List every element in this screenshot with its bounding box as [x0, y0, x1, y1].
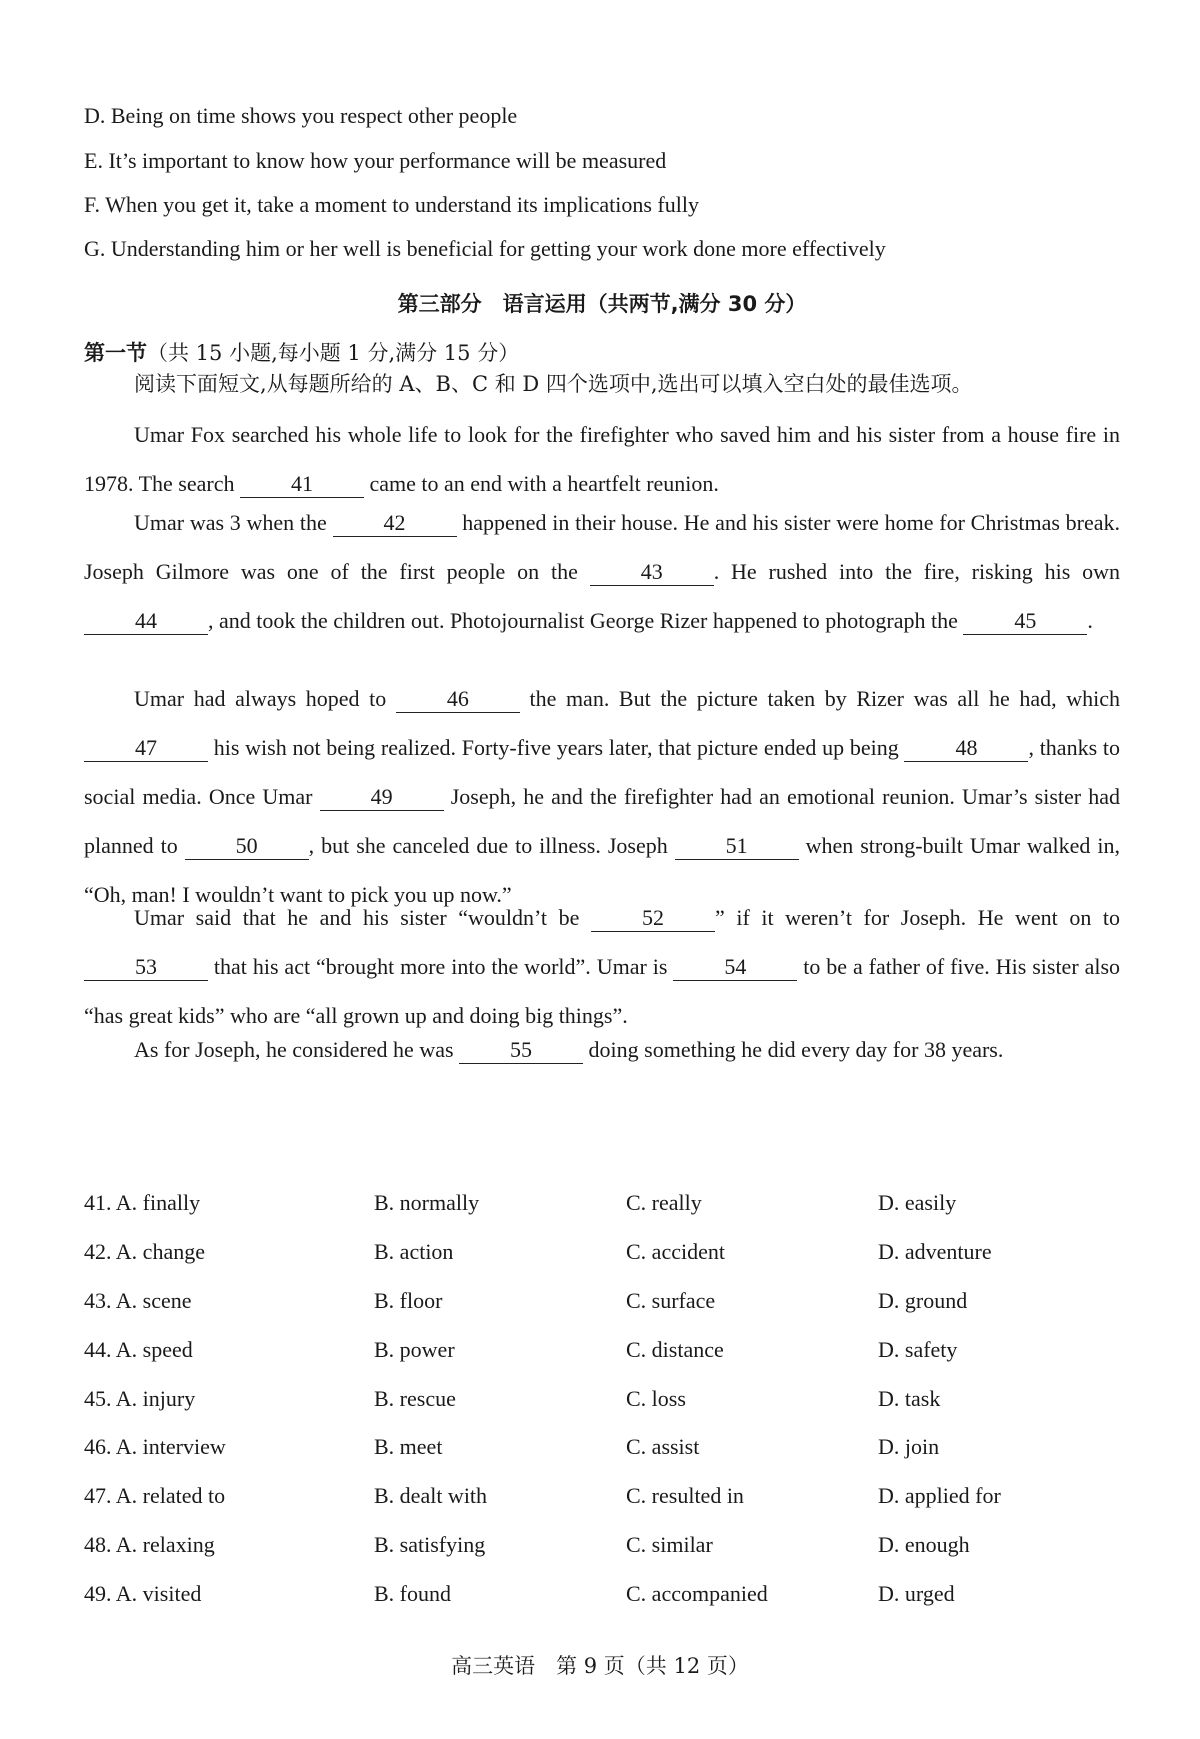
instruction: 阅读下面短文,从每题所给的 A、B、C 和 D 四个选项中,选出可以填入空白处的最佳选项。	[134, 372, 973, 396]
option-d: D. easily	[878, 1190, 957, 1215]
blank-42: 42	[333, 510, 457, 537]
option-c: C. accident	[626, 1239, 725, 1264]
option-c: C. really	[626, 1190, 702, 1215]
option-a: 42. A. change	[84, 1239, 205, 1264]
option-c: C. surface	[626, 1288, 716, 1313]
page-footer: 高三英语 第 9 页（共 12 页）	[451, 1654, 749, 1678]
option-a: 49. A. visited	[84, 1581, 202, 1606]
question-46	[84, 1432, 1120, 1462]
option-a: 48. A. relaxing	[84, 1532, 215, 1557]
option-c: C. similar	[626, 1532, 713, 1557]
option-a: 46. A. interview	[84, 1434, 226, 1459]
blank-43: 43	[590, 559, 714, 586]
option-b: B. normally	[374, 1190, 480, 1215]
option-b: B. rescue	[374, 1386, 456, 1411]
option-d: D. applied for	[878, 1483, 1001, 1508]
blank-41: 41	[240, 471, 364, 498]
blank-47: 47	[84, 735, 208, 762]
section-note: （共 15 小题,每小题 1 分,满分 15 分）	[147, 341, 520, 365]
question-42	[84, 1237, 1120, 1267]
option-c: C. assist	[626, 1434, 700, 1459]
passage-paragraph-4: Umar said that he and his sister “wouldn’t be 52 ” if it weren’t for Joseph. He went on to 53 that his act “brought more into the world”. Umar is 54 to be a father of five. His sister also “has great kids” who are “all grown up and doing big things”.	[84, 905, 1121, 1028]
option-d: D. task	[878, 1386, 941, 1411]
option-d: D. join	[878, 1434, 940, 1459]
passage-paragraph-3: Umar had always hoped to 46 the man. But the picture taken by Rizer was all he had, which 47 his wish not being realized. Forty-five years later, that picture ended up being 48 , thanks to social media. Once Umar 49 Joseph, he and the firefighter had an emotional reunion. Umar’s sister had planned to 50 , but she canceled due to illness. Joseph 51 when strong-built Umar walked in, “Oh, man! I wouldn’t want to pick you up now.”	[84, 686, 1121, 907]
blank-50: 50	[185, 833, 309, 860]
question-45	[84, 1384, 1120, 1414]
question-43	[84, 1286, 1120, 1316]
blank-48: 48	[904, 735, 1028, 762]
part-heading: 第三部分 语言运用（共两节,满分 30 分）	[397, 292, 807, 316]
prev-option-d: D. Being on time shows you respect other people	[84, 103, 518, 128]
blank-44: 44	[84, 608, 208, 635]
passage-paragraph-5: As for Joseph, he considered he was 55 doing something he did every day for 38 years.	[134, 1037, 1004, 1062]
option-a: 41. A. finally	[84, 1190, 201, 1215]
blank-46: 46	[396, 686, 520, 713]
option-d: D. ground	[878, 1288, 968, 1313]
option-d: D. adventure	[878, 1239, 992, 1264]
option-a: 43. A. scene	[84, 1288, 192, 1313]
option-c: C. distance	[626, 1337, 724, 1362]
question-48	[84, 1530, 1120, 1560]
option-d: D. safety	[878, 1337, 958, 1362]
blank-49: 49	[320, 784, 444, 811]
blank-45: 45	[963, 608, 1087, 635]
passage-paragraph-1: Umar Fox searched his whole life to look for the firefighter who saved him and his sister from a house fire in 1978. The search 41 came to an end with a heartfelt reunion.	[84, 422, 1120, 496]
prev-option-e: E. It’s important to know how your performance will be measured	[84, 148, 667, 173]
option-c: C. loss	[626, 1386, 686, 1411]
blank-55: 55	[459, 1037, 583, 1064]
section-label: 第一节	[84, 341, 147, 365]
option-b: B. action	[374, 1239, 454, 1264]
option-c: C. resulted in	[626, 1483, 744, 1508]
option-a: 45. A. injury	[84, 1386, 196, 1411]
option-c: C. accompanied	[626, 1581, 768, 1606]
option-a: 44. A. speed	[84, 1337, 193, 1362]
option-b: B. dealt with	[374, 1483, 488, 1508]
prev-option-g: G. Understanding him or her well is beneficial for getting your work done more effectively	[84, 236, 886, 261]
blank-51: 51	[675, 833, 799, 860]
blank-52: 52	[591, 905, 715, 932]
option-d: D. urged	[878, 1581, 955, 1606]
option-a: 47. A. related to	[84, 1483, 226, 1508]
option-b: B. floor	[374, 1288, 443, 1313]
prev-option-f: F. When you get it, take a moment to understand its implications fully	[84, 192, 699, 217]
question-49	[84, 1579, 1120, 1609]
blank-53: 53	[84, 954, 208, 981]
option-b: B. power	[374, 1337, 455, 1362]
option-b: B. satisfying	[374, 1532, 486, 1557]
question-47	[84, 1481, 1120, 1511]
option-d: D. enough	[878, 1532, 970, 1557]
option-b: B. found	[374, 1581, 451, 1606]
question-44	[84, 1335, 1120, 1365]
option-b: B. meet	[374, 1434, 443, 1459]
question-41	[84, 1188, 1120, 1218]
passage-paragraph-2: Umar was 3 when the 42 happened in their house. He and his sister were home for Christmas break. Joseph Gilmore was one of the first people on the 43 . He rushed into the fire, risking his own 44 , and took the children out. Photojournalist George Rizer happened to photograph the 45 .	[84, 510, 1120, 633]
blank-54: 54	[673, 954, 797, 981]
